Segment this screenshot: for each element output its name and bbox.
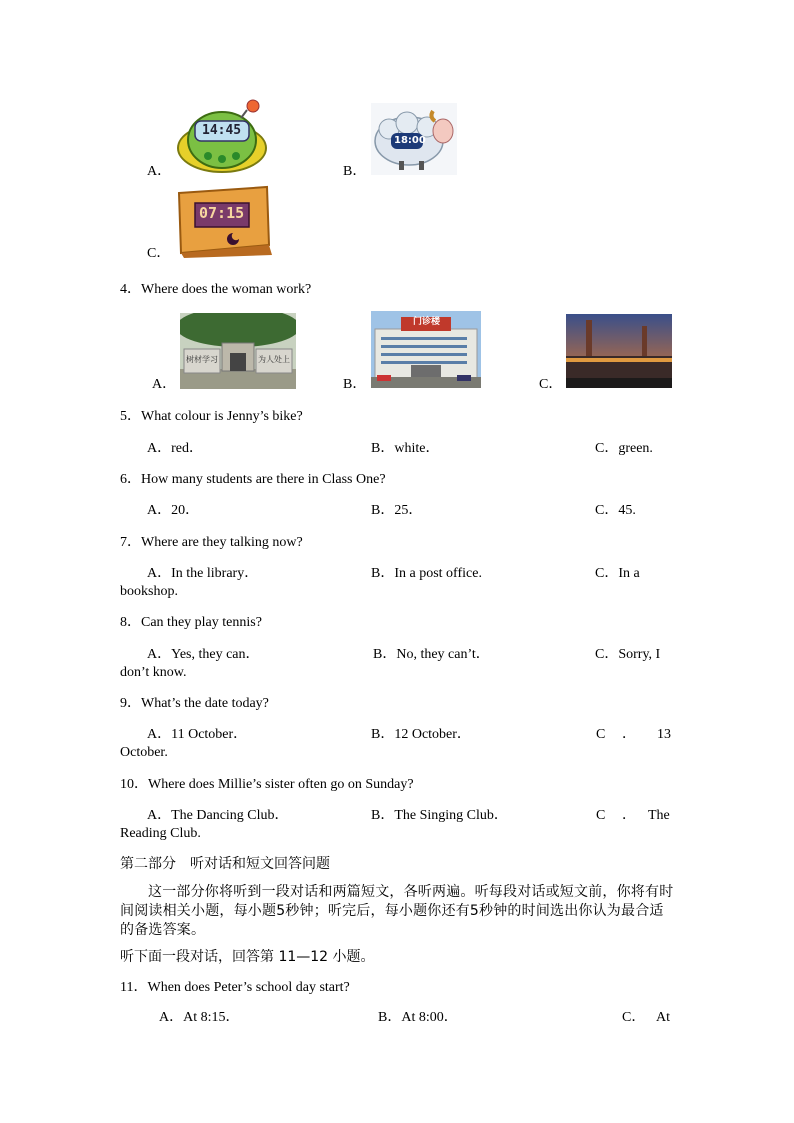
q5-question: 5．What colour is Jenny’s bike?	[120, 409, 303, 424]
hospital-image	[371, 311, 481, 388]
q10-option-c-value: The	[648, 808, 670, 823]
q8-option-a: A．Yes, they can．	[147, 647, 260, 662]
q8-option-c: C．Sorry, I	[595, 647, 661, 662]
q7-option-a: A．In the library．	[147, 566, 259, 581]
school-sign-left: 树材学习	[186, 355, 218, 364]
clock-c-image	[175, 183, 272, 258]
q9-option-a: A．11 October．	[147, 727, 248, 742]
q11-option-a: A．At 8:15．	[159, 1010, 240, 1025]
q5-option-c: C．green.	[595, 441, 653, 456]
q10-option-a: A．The Dancing Club．	[147, 808, 289, 823]
q10-option-b: B．The Singing Club．	[371, 808, 508, 823]
q3-option-b-label: B．	[343, 164, 367, 179]
q9-option-c-value: 13	[657, 727, 671, 742]
school-gate-image	[180, 313, 296, 389]
q6-option-b: B．25．	[371, 503, 423, 518]
clock-a-time: 14:45	[202, 123, 242, 138]
q11-option-c-value: At	[656, 1010, 670, 1025]
clock-b-time: 18:00	[394, 135, 426, 146]
q3-option-a-label: A．	[147, 164, 172, 179]
q10-option-c-continued: Reading Club.	[120, 826, 201, 841]
clock-b-image	[371, 103, 457, 175]
q7-question: 7．Where are they talking now?	[120, 535, 303, 550]
q4-question: 4．Where does the woman work?	[120, 282, 312, 297]
q11-option-c-letter: C．	[622, 1010, 646, 1025]
q8-option-c-continued: don’t know.	[120, 665, 187, 680]
q10-option-c-dot: ．	[622, 808, 636, 823]
part2-listen-intro: 听下面一段对话，回答第 11—12 小题。	[120, 949, 375, 965]
q5-option-b: B．white．	[371, 441, 440, 456]
q6-option-a: A．20．	[147, 503, 200, 518]
q9-option-b: B．12 October．	[371, 727, 471, 742]
q10-question: 10．Where does Millie’s sister often go on Sunday?	[120, 777, 414, 792]
hospital-sign: 门诊楼	[413, 317, 441, 327]
q9-option-c-continued: October.	[120, 745, 168, 760]
q9-question: 9．What’s the date today?	[120, 696, 269, 711]
q3-option-c-label: C．	[147, 246, 171, 261]
clock-a-image	[175, 96, 269, 176]
q10-option-c-letter: C	[596, 808, 606, 823]
q5-option-a: A．red．	[147, 441, 203, 456]
q7-option-b: B．In a post office.	[371, 566, 482, 581]
q6-question: 6．How many students are there in Class One?	[120, 472, 386, 487]
q11-question: 11．When does Peter’s school day start?	[120, 980, 350, 995]
q4-option-c-label: C．	[539, 377, 563, 392]
q4-option-b-label: B．	[343, 377, 367, 392]
factory-image	[566, 314, 672, 388]
q7-option-c-continued: bookshop.	[120, 584, 178, 599]
q8-question: 8．Can they play tennis?	[120, 615, 262, 630]
part2-instructions: 这一部分你将听到一段对话和两篇短文，各听两遍。听每段对话或短文前，你将有时间阅读相关小题，每小题5秒钟；听完后，每小题你还有5秒钟的时间选出你认为最合适的备选答案。	[120, 884, 674, 938]
q4-option-a-label: A．	[152, 377, 177, 392]
q9-option-c-dot: ．	[622, 727, 636, 742]
q6-option-c: C．45.	[595, 503, 636, 518]
q11-option-b: B．At 8:00．	[378, 1010, 458, 1025]
school-sign-right: 为人处上	[258, 355, 290, 364]
q7-option-c: C．In a	[595, 566, 640, 581]
q9-option-c-letter: C	[596, 727, 606, 742]
clock-c-time: 07:15	[199, 204, 245, 222]
part2-heading: 第二部分 听对话和短文回答问题	[120, 856, 330, 872]
q8-option-b: B．No, they can’t．	[373, 647, 490, 662]
